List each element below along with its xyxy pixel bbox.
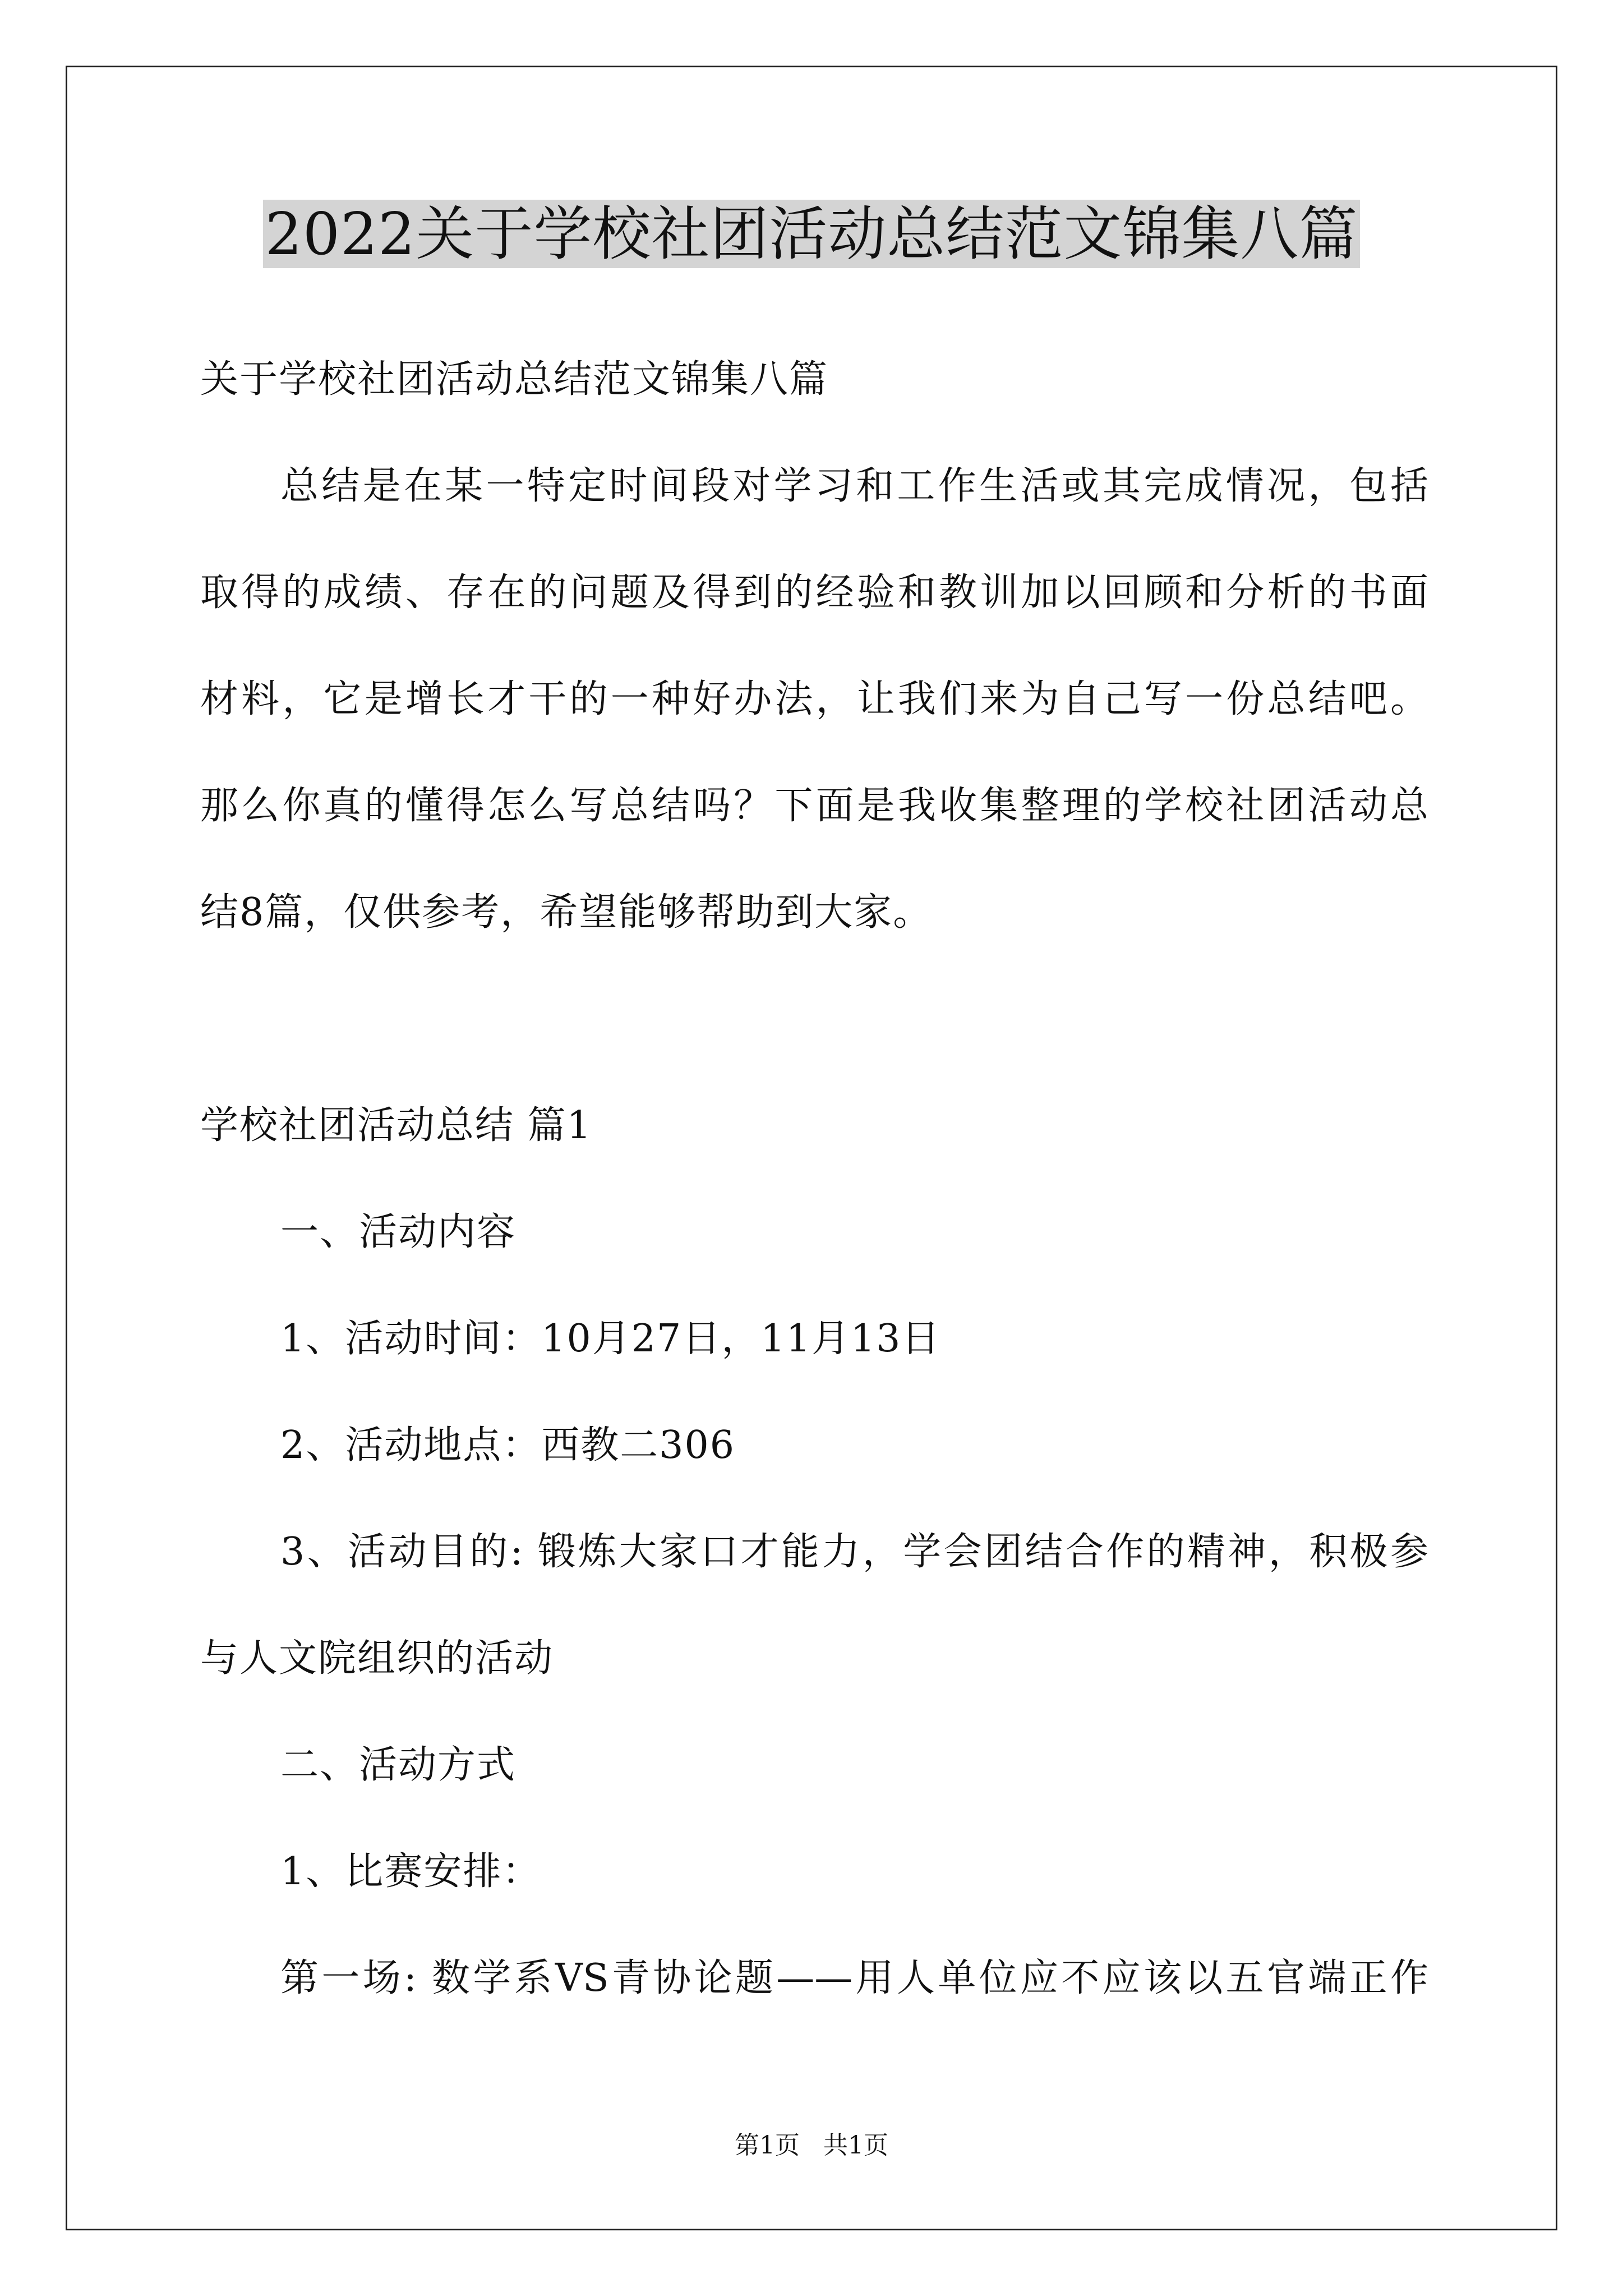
intro-paragraph-line: 取得的成绩、存在的问题及得到的经验和教训加以回顾和分析的书面	[200, 570, 1428, 615]
subsection-heading: 二、活动方式	[280, 1743, 517, 1787]
list-item: 2、活动地点：西教二306	[280, 1423, 736, 1467]
subsection-heading: 一、活动内容	[280, 1210, 517, 1254]
subtitle-line: 关于学校社团活动总结范文锦集八篇	[200, 357, 829, 402]
list-item: 1、活动时间：10月27日，11月13日	[280, 1317, 941, 1361]
intro-paragraph-line: 那么你真的懂得怎么写总结吗？下面是我收集整理的学校社团活动总	[200, 784, 1428, 828]
intro-paragraph-line: 材料，它是增长才干的一种好办法，让我们来为自己写一份总结吧。	[200, 677, 1428, 721]
intro-paragraph-line: 结8篇，仅供参考，希望能够帮助到大家。	[200, 890, 933, 935]
list-item: 3、活动目的: 锻炼大家口才能力，学会团结合作的精神，积极参	[280, 1530, 1428, 1574]
page-footer: 第1页 共1页	[735, 2131, 888, 2160]
intro-paragraph-line: 总结是在某一特定时间段对学习和工作生活或其完成情况，包括	[280, 464, 1428, 508]
document-title	[0, 197, 1623, 270]
list-item: 1、比赛安排：	[280, 1849, 542, 1894]
document-title-text: 2022关于学校社团活动总结范文锦集八篇	[263, 200, 1361, 268]
paragraph-line: 第一场: 数学系VS青协论题——用人单位应不应该以五官端正作	[280, 1956, 1428, 2000]
list-item-continuation: 与人文院组织的活动	[200, 1636, 554, 1681]
section-heading: 学校社团活动总结 篇1	[200, 1103, 592, 1148]
